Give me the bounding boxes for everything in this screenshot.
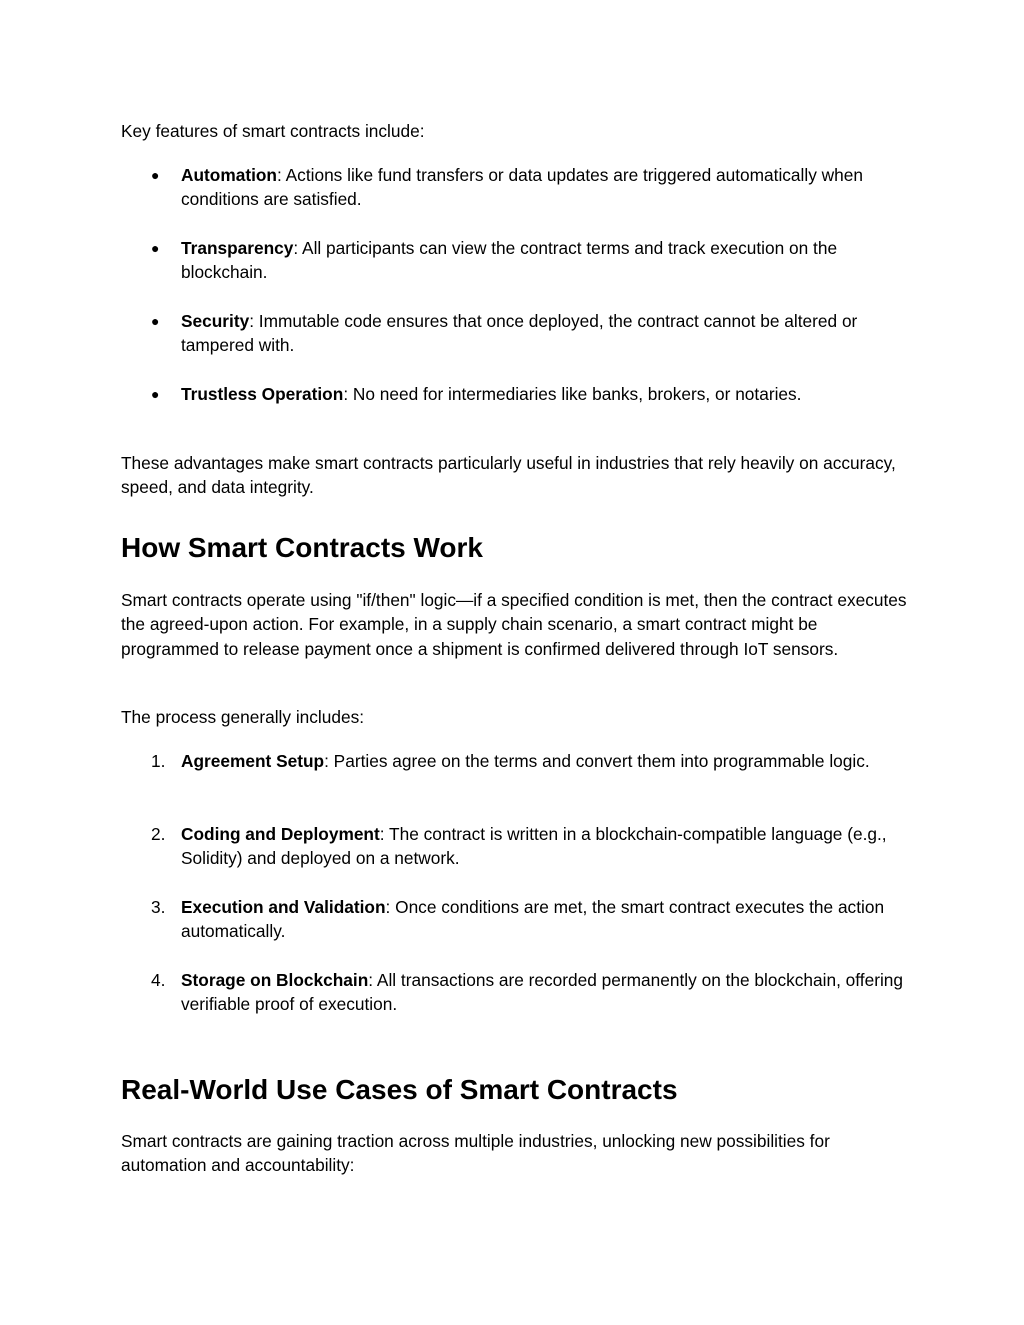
feature-desc: : All participants can view the contract terms and track execution on the blockchain. (181, 238, 838, 283)
step-desc: : Once conditions are met, the smart contract executes the action automatically. (181, 897, 885, 942)
feature-desc: : Immutable code ensures that once deployed, the contract cannot be altered or tampered with. (181, 311, 858, 356)
step-desc: : Parties agree on the terms and convert them into programmable logic. (324, 751, 870, 771)
intro-text: Key features of smart contracts include: (121, 121, 425, 141)
how-paragraph: Smart contracts operate using "if/then" logic—if a specified condition is met, then the contract executes the agreed-upon action. For example, in a supply chain scenario, a smart contract might be programmed to release payment once a shipment is confirmed delivered through IoT sensors. (121, 590, 907, 659)
feature-term: Transparency (181, 238, 294, 258)
step-term: Storage on Blockchain (181, 970, 369, 990)
step-number: 3. (151, 897, 166, 917)
section-heading-how: How Smart Contracts Work (121, 532, 483, 563)
step-desc: : All transactions are recorded permanently on the blockchain, offering verifiable proof of execution. (181, 970, 904, 1015)
step-term: Coding and Deployment (181, 824, 380, 844)
feature-desc: : No need for intermediaries like banks, brokers, or notaries. (343, 384, 802, 404)
step-term: Execution and Validation (181, 897, 386, 917)
bullet-icon: ● (151, 240, 160, 256)
step-number: 1. (151, 751, 166, 771)
use-cases-paragraph: Smart contracts are gaining traction across multiple industries, unlocking new possibilities for automation and accountability: (121, 1131, 830, 1176)
advantages-text: These advantages make smart contracts particularly useful in industries that rely heavily on accuracy, speed, and data integrity. (121, 453, 896, 498)
step-desc: : The contract is written in a blockchain-compatible language (e.g., Solidity) and deployed on a network. (181, 824, 887, 869)
bullet-icon: ● (151, 386, 160, 402)
step-number: 4. (151, 970, 166, 990)
step-number: 2. (151, 824, 166, 844)
process-intro-text: The process generally includes: (121, 707, 365, 727)
feature-term: Trustless Operation (181, 384, 344, 404)
step-term: Agreement Setup (181, 751, 325, 771)
bullet-icon: ● (151, 313, 160, 329)
section-heading-use-cases: Real-World Use Cases of Smart Contracts (121, 1074, 678, 1105)
bullet-icon: ● (151, 167, 160, 183)
feature-term: Security (181, 311, 250, 331)
feature-term: Automation (181, 165, 277, 185)
feature-desc: : Actions like fund transfers or data updates are triggered automatically when conditions are satisfied. (181, 165, 863, 210)
